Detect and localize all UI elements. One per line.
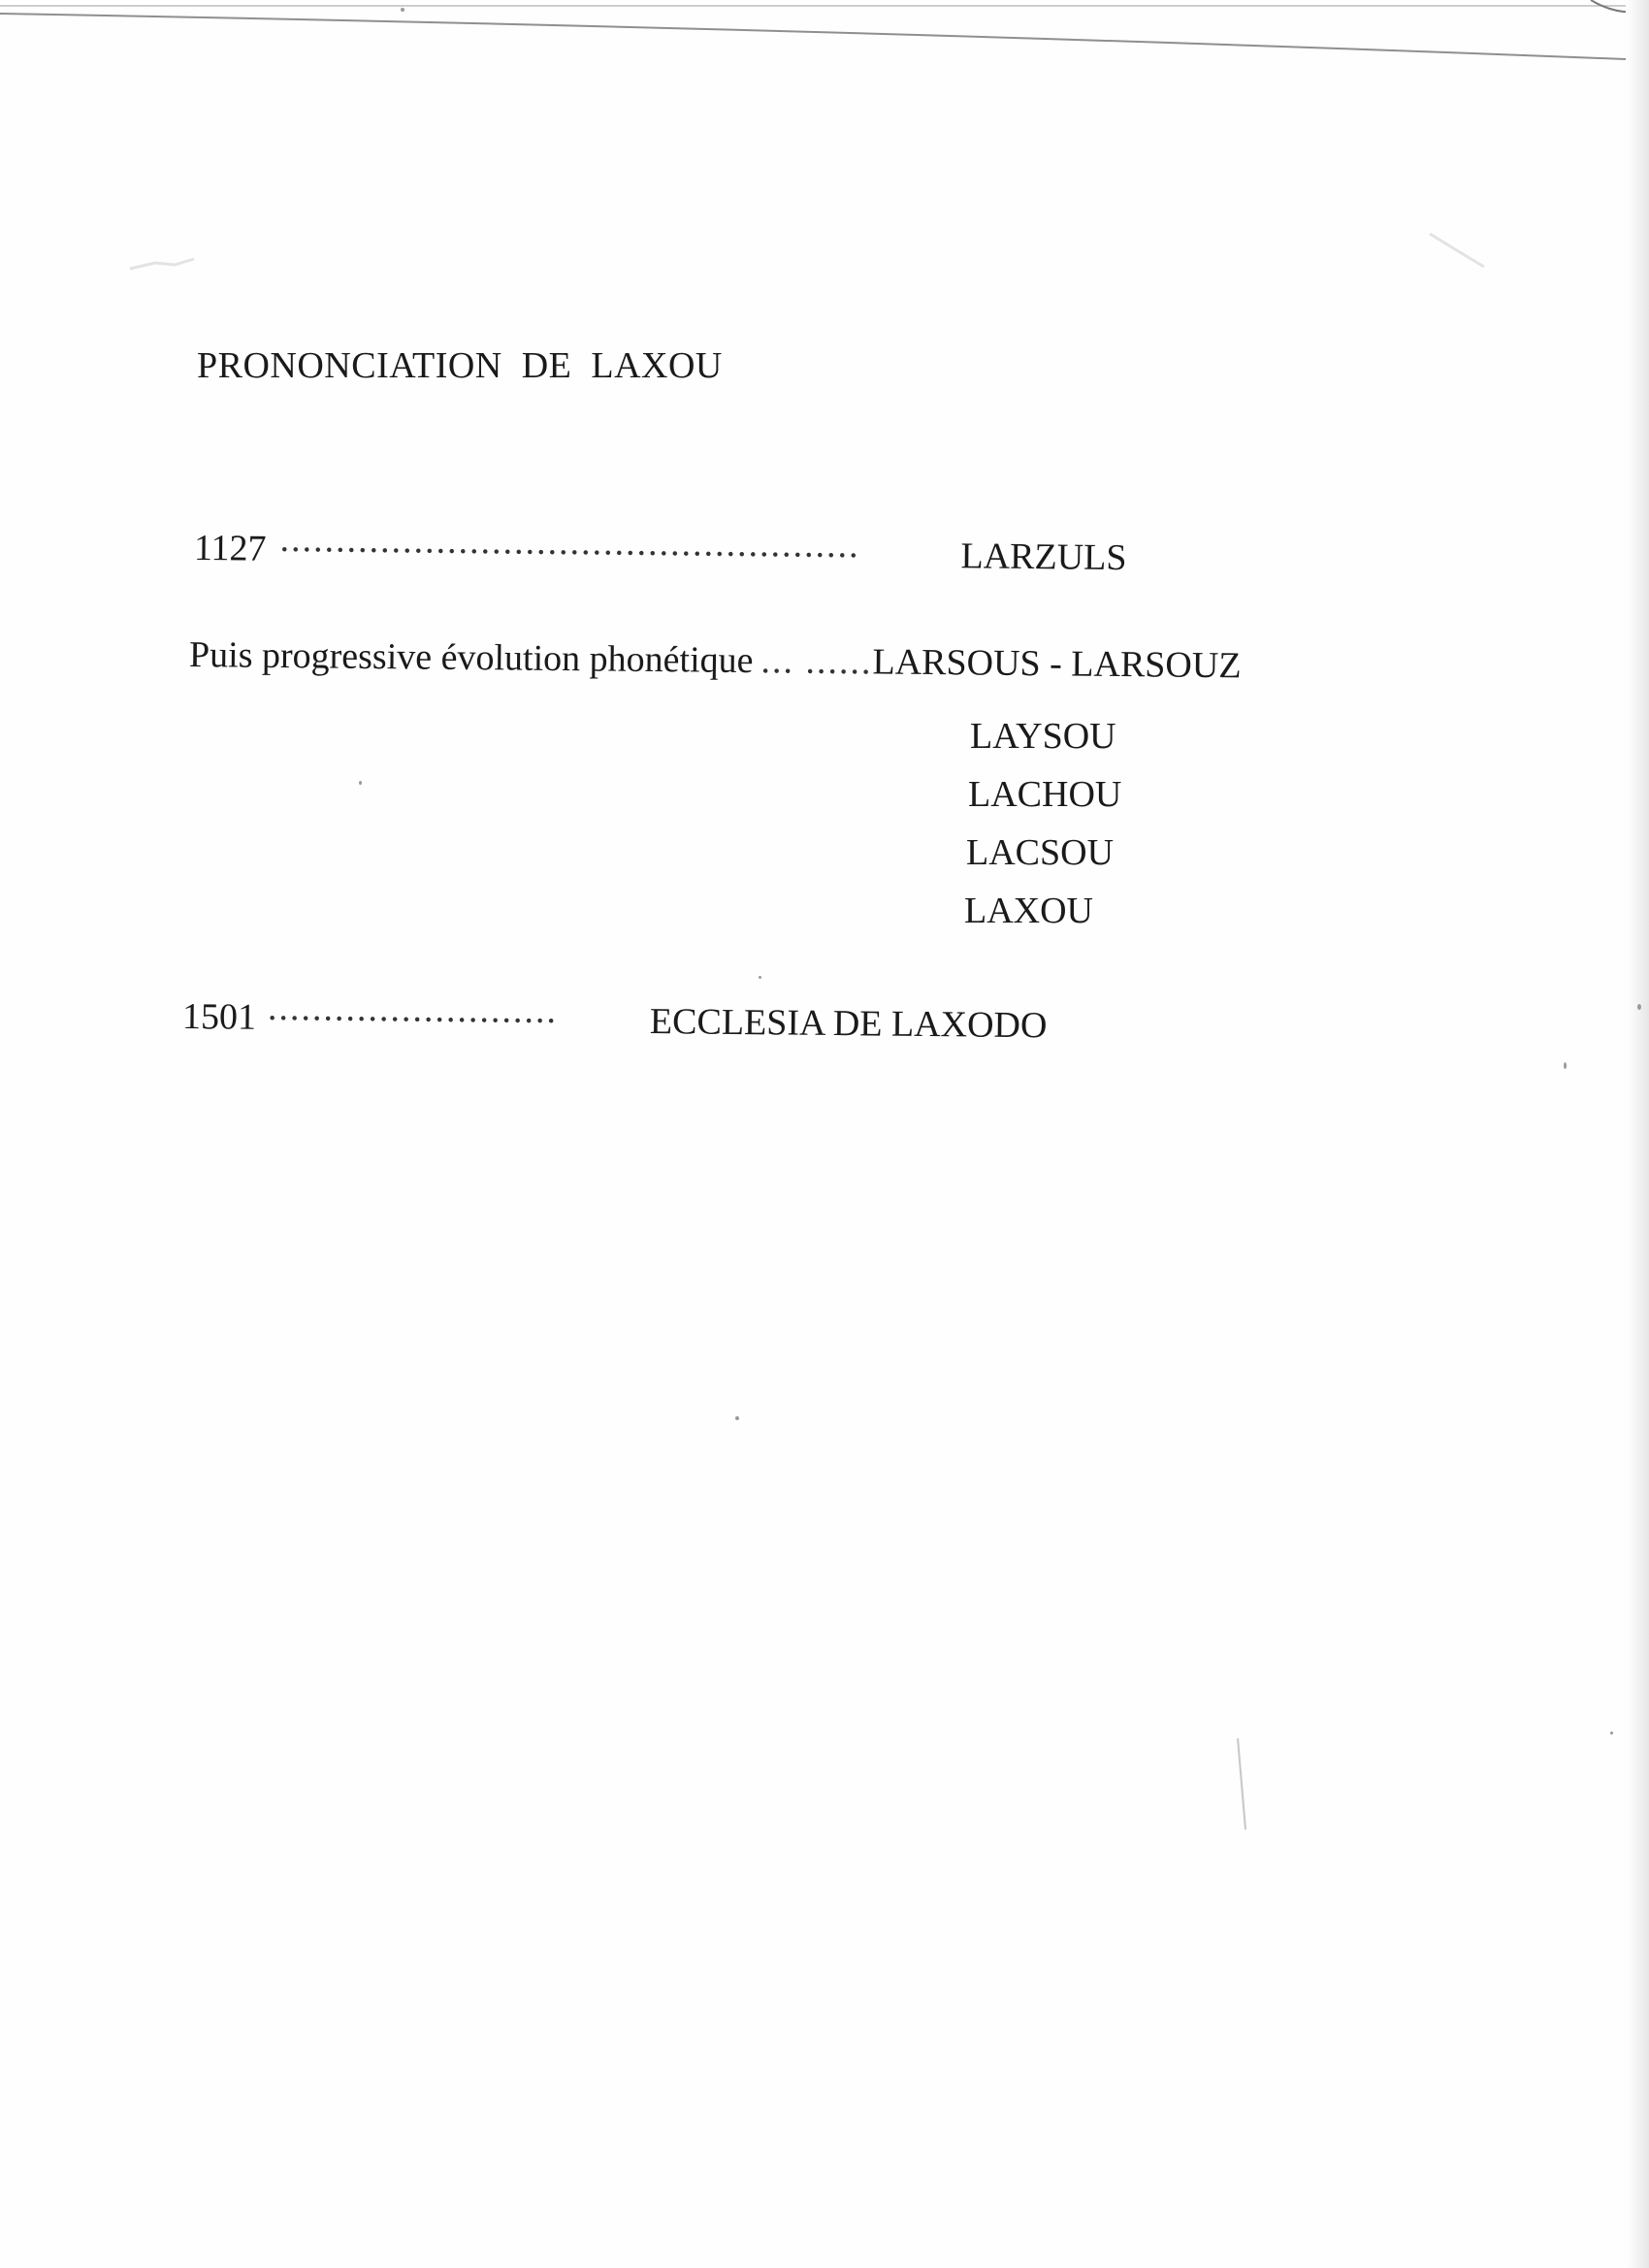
scan-scratch [1232,1736,1251,1833]
scan-speck [1610,1732,1613,1734]
page-top-edge [0,0,1649,62]
scan-smudge [1426,228,1494,276]
entry-value: LARZULS [960,535,1127,579]
entry-year: 1127 [193,528,267,569]
leader-dots: .......................... [267,987,559,1032]
entry-1127 [194,517,1127,579]
scan-speck [1564,1062,1567,1069]
leader-dots: .................................................... [279,518,860,567]
entry-value: LARSOUS - LARSOUZ [872,641,1242,687]
scan-speck [759,976,761,979]
variant-item: LAXOU [964,891,1093,931]
page-right-edge [1626,0,1649,2268]
leader-dots: ... ...... [760,640,873,683]
scan-smudge [126,247,204,276]
entry-value: ECCLESIA DE LAXODO [649,1001,1048,1047]
entry-label: Puis progressive évolution phonétique [188,634,754,682]
variant-item: LACHOU [968,774,1122,815]
scan-speck [1637,1004,1641,1010]
page-title: PRONONCIATION DE LAXOU [197,345,723,386]
entry-evolution [189,633,1242,687]
entry-year: 1501 [181,996,257,1038]
variant-item: LACSOU [966,832,1115,873]
scan-speck [401,8,404,12]
variant-item: LAYSOU [970,716,1116,757]
scan-speck [359,781,362,785]
entry-1501 [182,986,1048,1047]
scan-speck [735,1416,739,1420]
